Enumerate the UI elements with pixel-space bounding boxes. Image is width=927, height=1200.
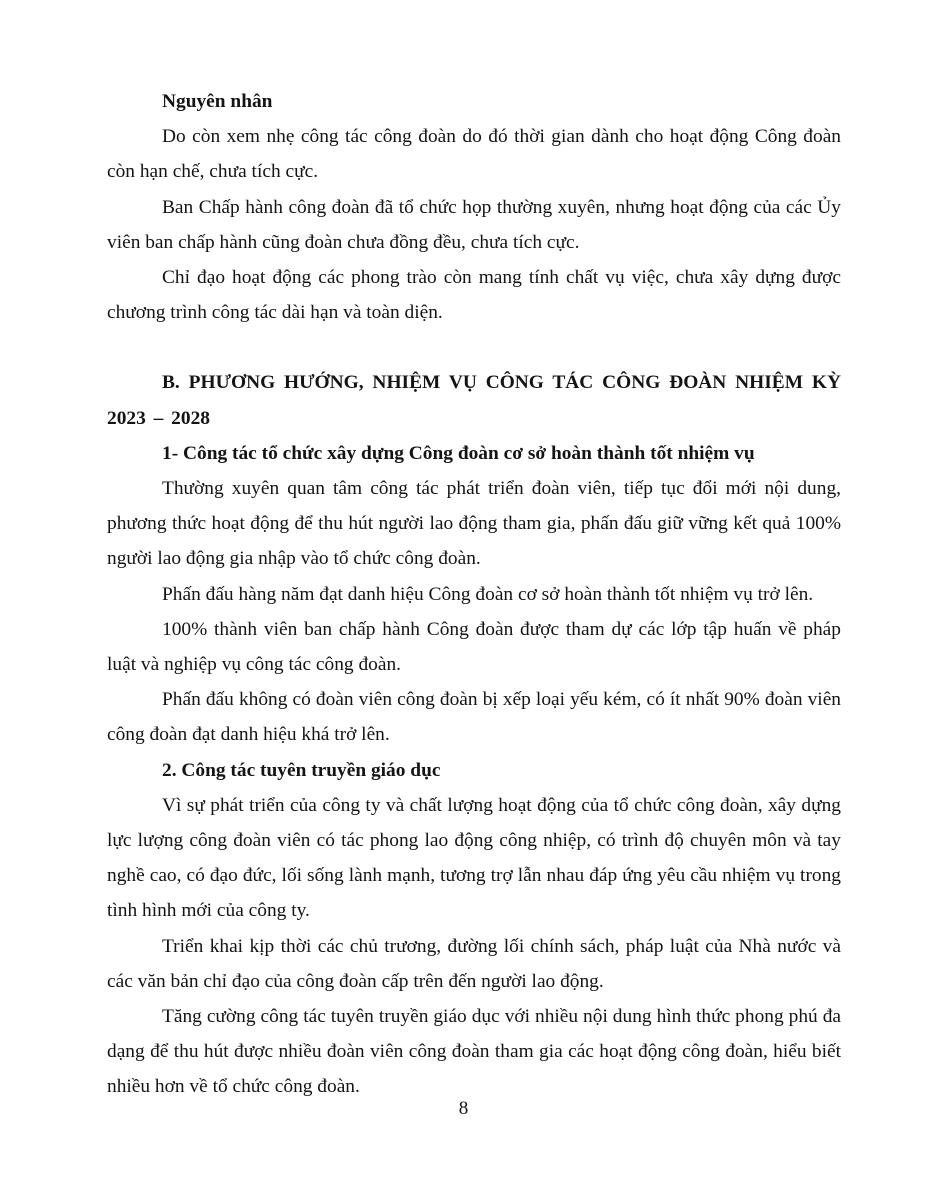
paragraph: Tăng cường công tác tuyên truyền giáo dục với nhiều nội dung hình thức phong phú đa dạng để thu hút được nhiều đoàn viên công đoàn tham gia các hoạt động công đoàn, hiểu biết nhiều hơn về tổ chức công đoàn.	[107, 1006, 841, 1098]
document-page	[107, 84, 841, 1105]
paragraph: Phấn đấu hàng năm đạt danh hiệu Công đoàn cơ sở hoàn thành tốt nhiệm vụ trở lên.	[162, 583, 814, 605]
paragraph: Triển khai kịp thời các chủ trương, đường lối chính sách, pháp luật của Nhà nước và các văn bản chỉ đạo của công đoàn cấp trên đến người lao động.	[107, 935, 841, 992]
page-number: 8	[458, 1098, 469, 1119]
subheading-2: 2. Công tác tuyên truyền giáo dục	[162, 759, 441, 781]
subheading-1: 1- Công tác tổ chức xây dựng Công đoàn cơ sở hoàn thành tốt nhiệm vụ	[162, 442, 755, 464]
paragraph: Vì sự phát triển của công ty và chất lượng hoạt động của tổ chức công đoàn, xây dựng lực lượng công đoàn viên có tác phong lao động công nhiệp, có trình độ chuyên môn và tay nghề cao, có đạo đức, lối sống lành mạnh, tương trợ lẫn nhau đáp ứng yêu cầu nhiệm vụ trong tình hình mới của công ty.	[107, 794, 841, 922]
section-heading-b: B. PHƯƠNG HƯỚNG, NHIỆM VỤ CÔNG TÁC CÔNG ĐOÀN NHIỆM KỲ 2023 – 2028	[107, 372, 841, 429]
paragraph: Do còn xem nhẹ công tác công đoàn do đó thời gian dành cho hoạt động Công đoàn còn hạn chế, chưa tích cực.	[107, 126, 841, 183]
paragraph: Phấn đấu không có đoàn viên công đoàn bị xếp loại yếu kém, có ít nhất 90% đoàn viên công đoàn đạt danh hiệu khá trở lên.	[107, 689, 841, 746]
subheading-cause: Nguyên nhân	[162, 91, 273, 112]
paragraph: Chỉ đạo hoạt động các phong trào còn mang tính chất vụ việc, chưa xây dựng được chương trình công tác dài hạn và toàn diện.	[107, 267, 841, 324]
paragraph: Thường xuyên quan tâm công tác phát triển đoàn viên, tiếp tục đổi mới nội dung, phương thức hoạt động để thu hút người lao động tham gia, phấn đấu giữ vững kết quả 100% người lao động gia nhập vào tổ chức công đoàn.	[107, 478, 841, 570]
paragraph: 100% thành viên ban chấp hành Công đoàn được tham dự các lớp tập huấn về pháp luật và nghiệp vụ công tác công đoàn.	[107, 618, 841, 676]
paragraph: Ban Chấp hành công đoàn đã tổ chức họp thường xuyên, nhưng hoạt động của các Ủy viên ban chấp hành cũng đoàn chưa đồng đều, chưa tích cực.	[107, 196, 841, 253]
